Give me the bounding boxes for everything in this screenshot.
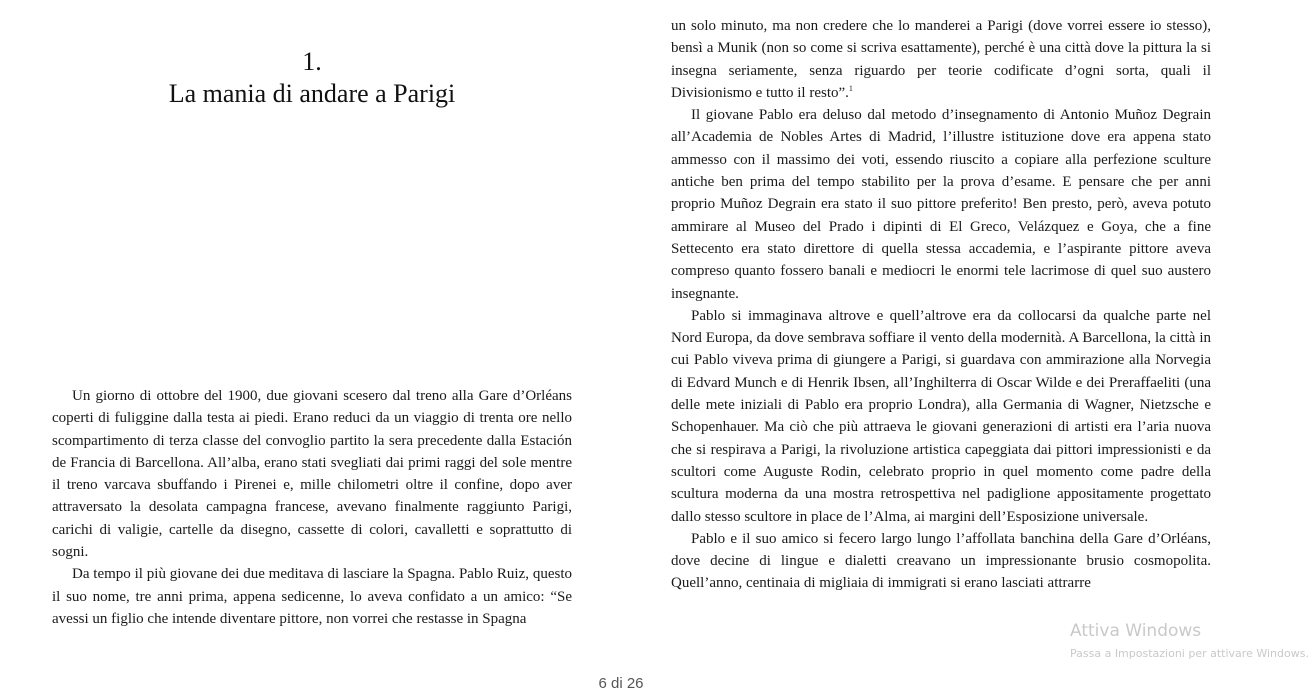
paragraph: Pablo si immaginava altrove e quell’altrove era da collocarsi da qualche parte nel Nord Europa, da dove sembrava soffiare il vento della modernità. A Barcellona, la città in cui Pablo viveva prima di giungere a Parigi, si guardava con ammirazione alla Norvegia di Edvard Munch e di Henrik Ibsen, all’Inghilterra di Oscar Wilde e dei Preraffaeliti (una delle mete iniziali di Pablo era proprio Londra), alla Germania di Wagner, Nietzsche e Schopenhauer. Ma ciò che più attraeva le giovani generazioni di artisti era l’aria nuova che si respirava a Parigi, la rivoluzione artistica capeggiata dai pittori impressionisti e da scultori come Auguste Rodin, celebrato proprio in quel momento come padre della scultura moderna da una mostra retrospettiva nel padiglione appositamente progettato dallo stesso scultore in place de l’Alma, ai margini dell’Esposizione universale. <box>671 307 1211 525</box>
paragraph: Il giovane Pablo era deluso dal metodo d’insegnamento di Antonio Muñoz Degrain all’Academia de Nobles Artes di Madrid, l’illustre istituzione dove era appena stato ammesso con il massimo dei voti, essendo riuscito a copiare alla perfezione sculture antiche ben prima del tempo stabilito per la prova d’esame. E pensare che per anni proprio Muñoz Degrain era stato il suo pittore preferito! Ben presto, però, aveva potuto ammirare al Museo del Prado i dipinti di El Greco, Velázquez e Goya, che a fine Settecento era stato direttore di quella stessa accademia, e l’aspirante pittore aveva compreso quanto fossero banali e mediocri le enormi tele lacrimose di quel suo austero insegnante. <box>671 107 1211 302</box>
watermark-title: Attiva Windows <box>1070 621 1202 641</box>
continued-text: un solo minuto, ma non credere che lo manderei a Parigi (dove vorrei essere io stesso), bensì a Munik (non so come si scriva esattamente), perché è una città dove la pittura la si insegna seriamente, senza riguardo per teorie codificate d’ogni sorta, quali il Divisionismo e tutto il resto”. <box>671 18 1211 101</box>
chapter-title: La mania di andare a Parigi <box>168 79 456 108</box>
left-page <box>52 0 572 640</box>
right-body-text <box>671 15 1211 595</box>
paragraph: Pablo e il suo amico si fecero largo lungo l’affollata banchina della Gare d’Orléans, dove decine di lingue e dialetti creavano un impressionante brusio cosmopolita. Quell’anno, centinaia di migliaia di immigrati si erano lasciati attrarre <box>671 530 1211 592</box>
chapter-number: 1. <box>302 47 322 76</box>
page-indicator: 6 di 26 <box>598 675 644 692</box>
continued-paragraph <box>671 15 1211 104</box>
paragraph: Un giorno di ottobre del 1900, due giovani scesero dal treno alla Gare d’Orléans coperti di fuliggine dalla testa ai piedi. Erano reduci da un viaggio di trenta ore nello scompartimento di terza classe del convoglio partito la sera precedente dalla Estación de Francia di Barcellona. All’alba, erano stati svegliati dai primi raggi del sole mentre il treno varcava sbuffando i Pirenei e, mille chilometri oltre il confine, dopo aver attraversato la desolata campagna francese, avevano finalmente raggiunto Parigi, carichi di valigie, cartelle da disegno, cassette di colori, cavalletti e soprattutto di sogni. <box>52 388 572 561</box>
left-body-text <box>52 385 572 630</box>
footnote-reference[interactable]: 1 <box>848 83 853 93</box>
watermark-subtitle: Passa a Impostazioni per attivare Windows. <box>1070 647 1309 660</box>
paragraph: Da tempo il più giovane dei due meditava di lasciare la Spagna. Pablo Ruiz, questo il suo nome, tre anni prima, appena sedicenne, lo aveva confidato a un amico: “Se avessi un figlio che intende diventare pittore, non vorrei che restasse in Spagna <box>52 566 572 627</box>
right-page <box>671 0 1211 640</box>
windows-activation-watermark <box>1070 620 1309 663</box>
